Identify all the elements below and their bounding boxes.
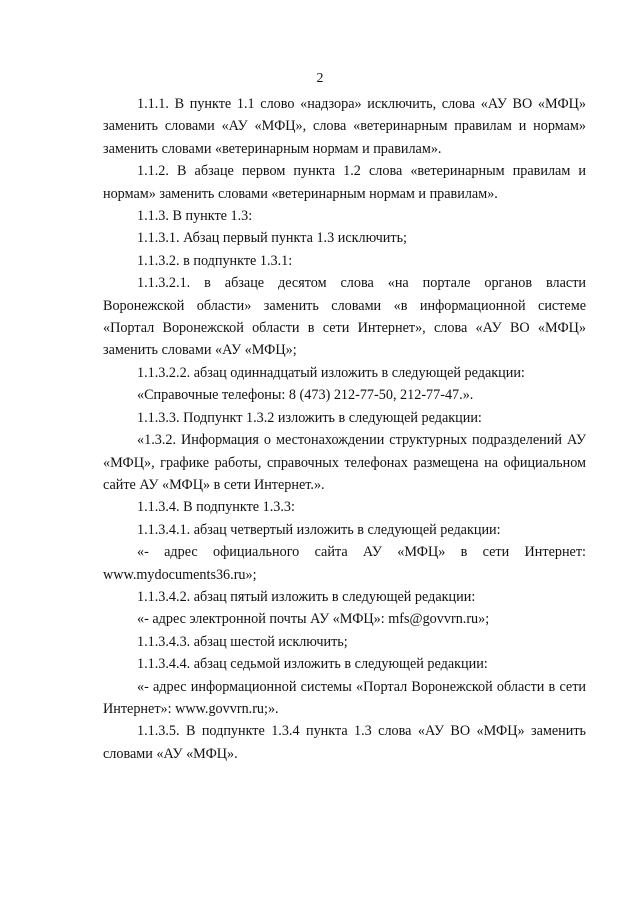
page-number: 2: [316, 71, 324, 86]
paragraph-email-quote: «- адрес электронной почты АУ «МФЦ»: mfs@govvrn.ru»;: [137, 611, 490, 628]
paragraph-1-1-3-4-3: 1.1.3.4.3. абзац шестой исключить;: [137, 633, 348, 650]
paragraph-1-1-3-3: 1.1.3.3. Подпункт 1.3.2 изложить в следующей редакции:: [137, 409, 482, 426]
paragraph-1-1-3-4-1: 1.1.3.4.1. абзац четвертый изложить в следующей редакции:: [137, 521, 501, 538]
paragraph-1-1-1: 1.1.1. В пункте 1.1 слово «надзора» исключить, слова «АУ ВО «МФЦ» заменить словами «АУ «МФЦ», слова «ветеринарным правилам и нормам» заменить словами «ветеринарным нормам и правилам».: [103, 96, 586, 157]
paragraph-1-3-2-quote: «1.3.2. Информация о местонахождении структурных подразделений АУ «МФЦ», графике работы, справочных телефонах размещена на официальном сайте АУ «МФЦ» в сети Интернет.».: [103, 432, 586, 493]
document-body: [103, 93, 586, 765]
paragraph-1-1-3-1: 1.1.3.1. Абзац первый пункта 1.3 исключить;: [137, 230, 407, 247]
paragraph-1-1-3: 1.1.3. В пункте 1.3:: [137, 208, 253, 225]
paragraph-portal-quote: «- адрес информационной системы «Портал Воронежской области в сети Интернет»: www.govvrn.ru;».: [103, 678, 586, 717]
paragraph-1-1-3-2-1: 1.1.3.2.1. в абзаце десятом слова «на портале органов власти Воронежской области» заменить словами «в информационной системе «Портал Воронежской области в сети Интернет», слова «АУ ВО «МФЦ» заменить словами «АУ «МФЦ»;: [103, 275, 586, 359]
paragraph-phones-quote: «Справочные телефоны: 8 (473) 212-77-50, 212-77-47.».: [137, 387, 474, 404]
paragraph-1-1-3-2-2: 1.1.3.2.2. абзац одиннадцатый изложить в следующей редакции:: [137, 364, 525, 381]
paragraph-1-1-3-4-2: 1.1.3.4.2. абзац пятый изложить в следующей редакции:: [137, 588, 476, 605]
paragraph-website-quote: «- адрес официального сайта АУ «МФЦ» в сети Интернет: www.mydocuments36.ru»;: [103, 544, 586, 583]
paragraph-1-1-2: 1.1.2. В абзаце первом пункта 1.2 слова «ветеринарным правилам и нормам» заменить словами «ветеринарным нормам и правилам».: [103, 163, 586, 202]
paragraph-1-1-3-4: 1.1.3.4. В подпункте 1.3.3:: [137, 499, 295, 516]
paragraph-1-1-3-2: 1.1.3.2. в подпункте 1.3.1:: [137, 252, 293, 269]
paragraph-1-1-3-4-4: 1.1.3.4.4. абзац седьмой изложить в следующей редакции:: [137, 656, 488, 673]
paragraph-1-1-3-5: 1.1.3.5. В подпункте 1.3.4 пункта 1.3 слова «АУ ВО «МФЦ» заменить словами «АУ «МФЦ».: [103, 723, 586, 762]
